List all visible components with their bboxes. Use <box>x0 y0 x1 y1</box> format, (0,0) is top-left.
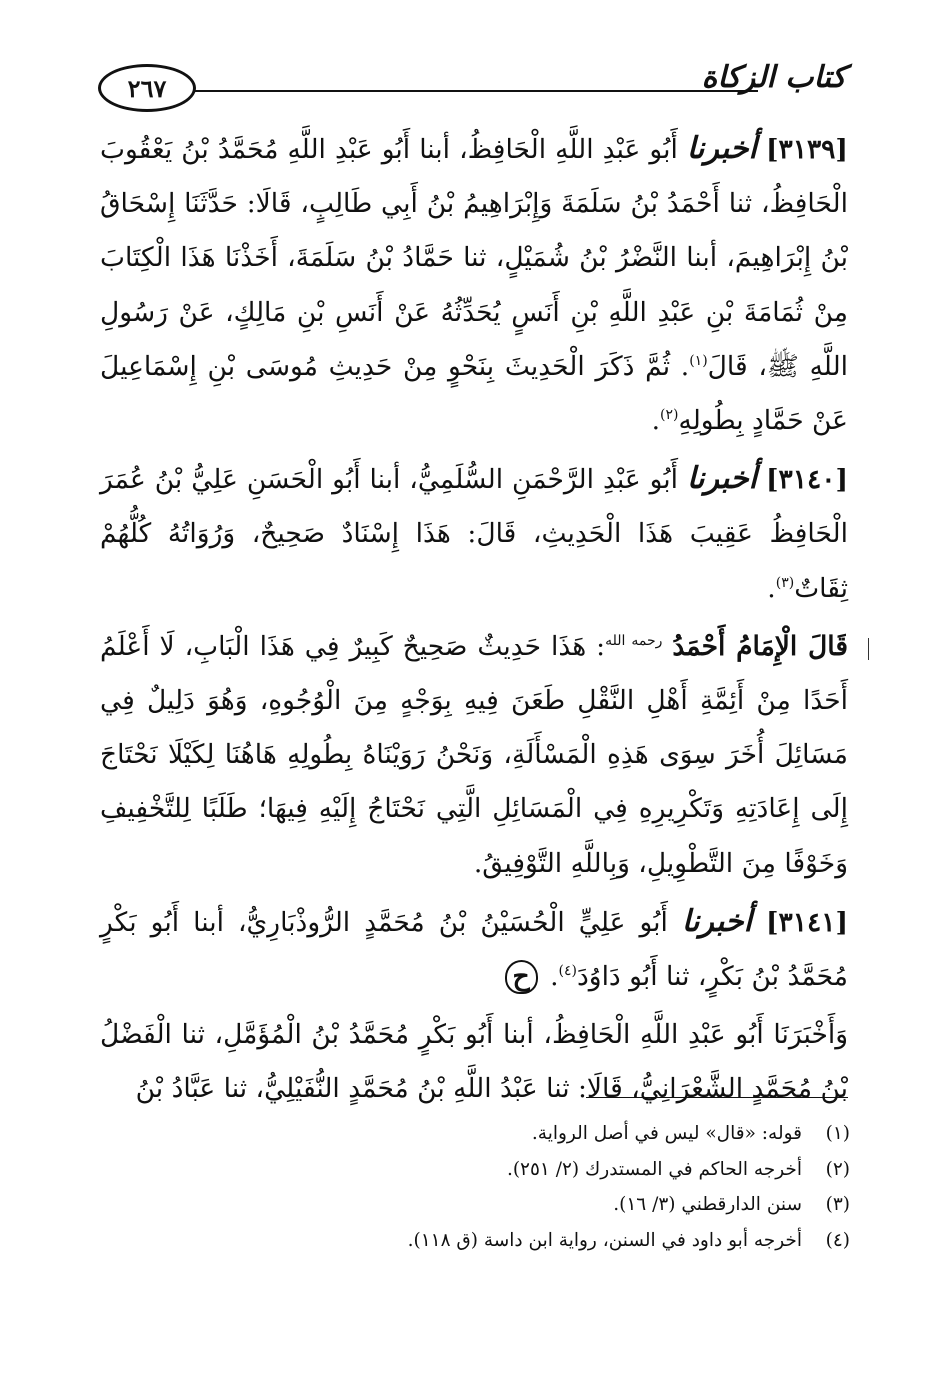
footnote-marker[interactable]: (٢) <box>660 407 679 424</box>
hadith-text: أَبُو عَبْدِ اللَّهِ الْحَافِظُ، أبنا أَبُو عَبْدِ اللَّهِ مُحَمَّدُ بْنُ يَعْقُوبَ الْحَافِظُ، ثنا أَحْمَدُ بْنُ سَلَمَةَ وَإِبْرَاهِيمُ بْنُ أَبِي طَالِبٍ، قَالَا: حَدَّثَنَا إِسْحَاقُ بْنُ إِبْرَاهِيمَ، أبنا النَّضْرُ بْنُ شُمَيْلٍ، ثنا حَمَّادُ بْنُ سَلَمَةَ، أَخَذْنَا هَذَا الْكِتَابَ مِنْ ثُمَامَةَ بْنِ عَبْدِ اللَّهِ بْنِ أَنَسٍ يُحَدِّثُهُ عَنْ أَنَسِ بْنِ مَالِكٍ، عَنْ رَسُولِ اللَّهِ ﷺ، قَالَ <box>100 134 849 382</box>
footnote-text: قوله: «قال» ليس في أصل الرواية. <box>531 1123 802 1144</box>
footnote-marker[interactable]: (١) <box>689 352 708 369</box>
footnote-marker[interactable]: (٣) <box>775 574 795 591</box>
footnote-text: أخرجه أبو داود في السنن، رواية ابن داسة (ق ١١٨). <box>407 1229 802 1251</box>
hadith-3140 <box>100 452 848 616</box>
footnote-item <box>150 1223 850 1259</box>
footnote-item <box>150 1187 850 1223</box>
footnote-text: سنن الدارقطني (٣/ ١٦). <box>613 1194 802 1216</box>
hadith-number: [٣١٤١] <box>765 906 848 938</box>
tahwil-mark: ح <box>505 960 538 994</box>
main-text <box>100 122 848 1117</box>
hadith-number: [٣١٣٩] <box>765 134 848 165</box>
footnote-number: (٣) <box>825 1194 850 1216</box>
footnote-marker[interactable]: (٤) <box>558 963 577 980</box>
book-title: كتاب الزكاة <box>701 60 846 95</box>
footnote-separator <box>586 1097 848 1098</box>
header-rule <box>194 90 758 92</box>
margin-mark <box>868 638 869 660</box>
sentence-end: . <box>550 961 559 993</box>
footnote-text: أخرجه الحاكم في المستدرك (٢/ ٢٥١). <box>506 1158 802 1180</box>
hadith-text-continued: . ثُمَّ ذَكَرَ الْحَدِيثَ بِنَحْوٍ مِنْ حَدِيثِ مُوسَى بْنِ إِسْمَاعِيلَ عَنْ حَمَّادٍ بِطُولِهِ <box>100 350 848 437</box>
footnote-number: (١) <box>825 1123 850 1144</box>
footnotes <box>150 1116 850 1258</box>
footnote-number: (٢) <box>825 1158 850 1180</box>
sentence-end: . <box>767 572 776 604</box>
honorific-glyph: رحمه الله <box>605 633 663 649</box>
narration-keyword: أخبرنا <box>687 461 757 497</box>
hadith-3141 <box>100 895 848 1004</box>
narration-keyword: أخبرنا <box>681 903 752 939</box>
footnote-number: (٤) <box>825 1229 850 1251</box>
commentary-text: : هَذَا حَدِيثٌ صَحِيحٌ كَبِيرٌ فِي هَذَا الْبَابِ، لَا أَعْلَمُ أَحَدًا مِنْ أَئِمَّةِ أَهْلِ النَّقْلِ طَعَنَ فِيهِ بِوَجْهٍ مِنَ الْوُجُوهِ، وَهُوَ دَلِيلٌ فِي مَسَائِلَ أُخَرَ سِوَى هَذِهِ الْمَسْأَلَةِ، وَنَحْنُ رَوَيْنَاهُ بِطُولِهِ هَاهُنَا لِكَيْلَا نَحْتَاجَ إِلَى إِعَادَتِهِ وَتَكْرِيرِهِ فِي الْمَسَائِلِ الَّتِي نَحْتَاجُ إِلَيْهِ فِيهَا؛ طَلَبًا لِلتَّخْفِيفِ وَخَوْفًا مِنَ التَّطْوِيلِ، وَبِاللَّهِ التَّوْفِيقُ. <box>100 630 848 879</box>
footnote-item <box>150 1116 850 1152</box>
hadith-text: أَبُو عَلِيٍّ الْحُسَيْنُ بْنُ مُحَمَّدٍ الرُّوذْبَارِيُّ، أبنا أَبُو بَكْرٍ مُحَمَّدُ بْنُ بَكْرٍ، ثنا أَبُو دَاوُدَ <box>100 906 848 993</box>
sentence-end: . <box>651 405 661 437</box>
page-number: ٢٦٧ <box>98 64 196 112</box>
footnote-item <box>150 1152 850 1188</box>
hadith-text: وَأَخْبَرَنَا أَبُو عَبْدِ اللَّهِ الْحَافِظُ، أبنا أَبُو بَكْرٍ مُحَمَّدُ بْنُ الْمُؤَمَّلِ، ثنا الْفَضْلُ بْنُ مُحَمَّدٍ الشَّعْرَانِيُّ، قَالَا: ثنا عَبْدُ اللَّهِ بْنُ مُحَمَّدٍ النُّفَيْلِيُّ، ثنا عَبَّادُ بْنُ <box>100 1019 848 1105</box>
hadith-3141-second-chain <box>100 1008 848 1116</box>
commentary-lead: قَالَ الْإِمَامُ أَحْمَدُ <box>672 630 849 662</box>
hadith-3139 <box>100 122 848 448</box>
hadith-number: [٣١٤٠] <box>765 464 848 496</box>
narration-keyword: أخبرنا <box>686 131 757 166</box>
imam-commentary <box>100 620 848 891</box>
hadith-text: أَبُو عَبْدِ الرَّحْمَنِ السُّلَمِيُّ، أبنا أَبُو الْحَسَنِ عَلِيُّ بْنُ عُمَرَ الْحَافِظُ عَقِيبَ هَذَا الْحَدِيثِ، قَالَ: هَذَا إِسْنَادٌ صَحِيحٌ، وَرُوَاتُهُ كُلُّهُمْ ثِقَاتٌ <box>100 464 848 604</box>
page-header <box>98 62 846 118</box>
